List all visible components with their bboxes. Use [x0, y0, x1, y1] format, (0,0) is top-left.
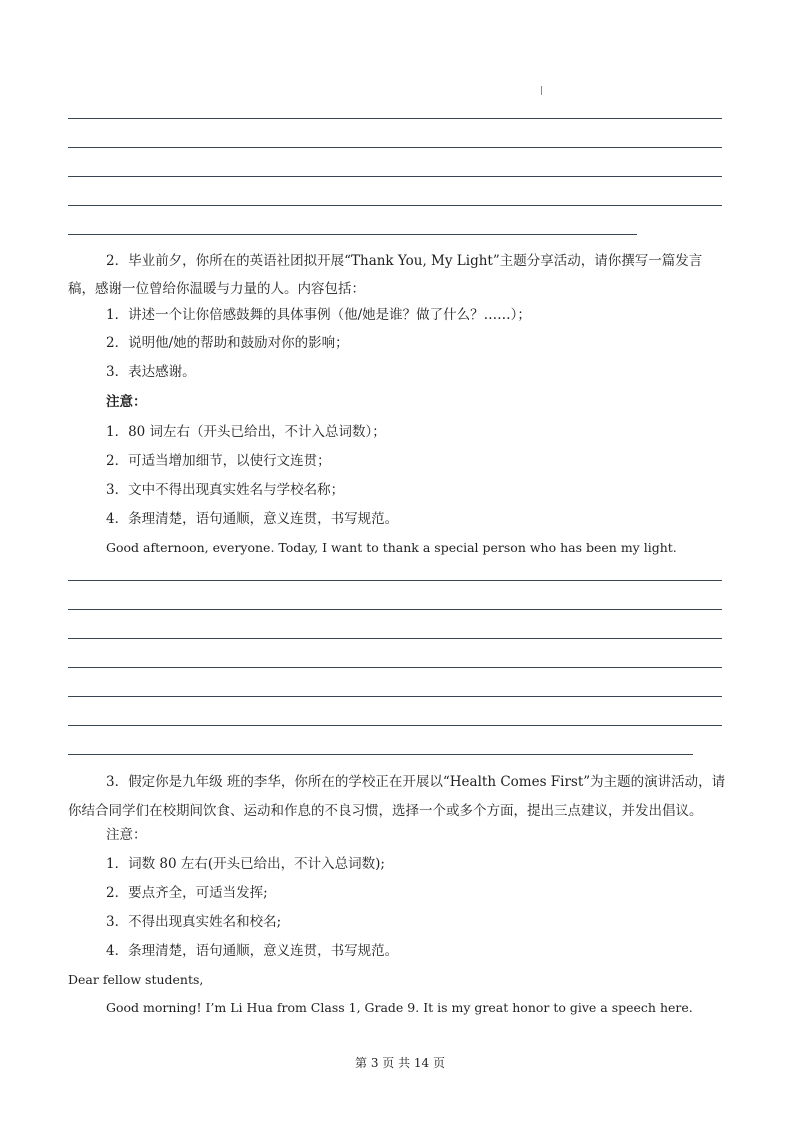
answer-line: [68, 696, 722, 697]
answer-line: [68, 205, 722, 206]
q2-intro: 2．毕业前夕，你所在的英语社团拟开展“Thank You, My Light”主题分享活动，请你撰写一篇发言稿，感谢一位曾给你温暖与力量的人。内容包括：: [68, 253, 703, 297]
q3-notice-1: 1．词数 80 左右(开头已给出，不计入总词数);: [106, 856, 385, 872]
q2-item-1: 1．讲述一个让你倍感鼓舞的具体事例（他/她是谁？做了什么？……）；: [106, 307, 531, 323]
page-number: 第 3 页 共 14 页: [355, 1056, 445, 1070]
q2-notice-2: 2．可适当增加细节，以使行文连贯；: [106, 453, 331, 469]
answer-line: [68, 667, 722, 668]
answer-line: [68, 609, 722, 610]
q2-notice-3: 3．文中不得出现真实姓名与学校名称；: [106, 482, 345, 498]
q3-notice-3: 3．不得出现真实姓名和校名;: [106, 914, 282, 930]
q3-opening: Good morning! I’m Li Hua from Class 1, Grade 9. It is my great honor to give a speech here.: [106, 1000, 693, 1015]
q2-notice-4: 4．条理清楚，语句通顺，意义连贯，书写规范。: [106, 511, 399, 527]
answer-line: [68, 234, 637, 235]
q2-item-2: 2．说明他/她的帮助和鼓励对你的影响；: [106, 335, 349, 351]
q3-notice-2: 2．要点齐全，可适当发挥;: [106, 885, 268, 901]
answer-line: [68, 638, 722, 639]
q3-salutation: Dear fellow students,: [68, 972, 204, 987]
answer-line: [68, 118, 722, 119]
q3-notice-4: 4．条理清楚，语句通顺，意义连贯，书写规范。: [106, 943, 399, 959]
answer-line: [68, 725, 722, 726]
answer-line: [68, 754, 693, 755]
q2-opening: Good afternoon, everyone. Today, I want to thank a special person who has been my light.: [106, 540, 677, 555]
q2-notice-label: 注意：: [106, 394, 147, 410]
answer-line: [68, 580, 722, 581]
answer-line: [68, 176, 722, 177]
q3-notice-label: 注意：: [106, 827, 147, 843]
answer-line: [68, 147, 722, 148]
q2-item-3: 3．表达感谢。: [106, 364, 196, 380]
q3-intro: 3．假定你是九年级 班的李华，你所在的学校正在开展以“Health Comes First”为主题的演讲活动，请你结合同学们在校期间饮食、运动和作息的不良习惯，选择一个或多个方面，提出三点建议，并发出倡议。: [68, 774, 726, 819]
q2-notice-1: 1．80 词左右（开头已给出，不计入总词数）；: [106, 424, 386, 440]
scan-mark: [541, 86, 542, 95]
